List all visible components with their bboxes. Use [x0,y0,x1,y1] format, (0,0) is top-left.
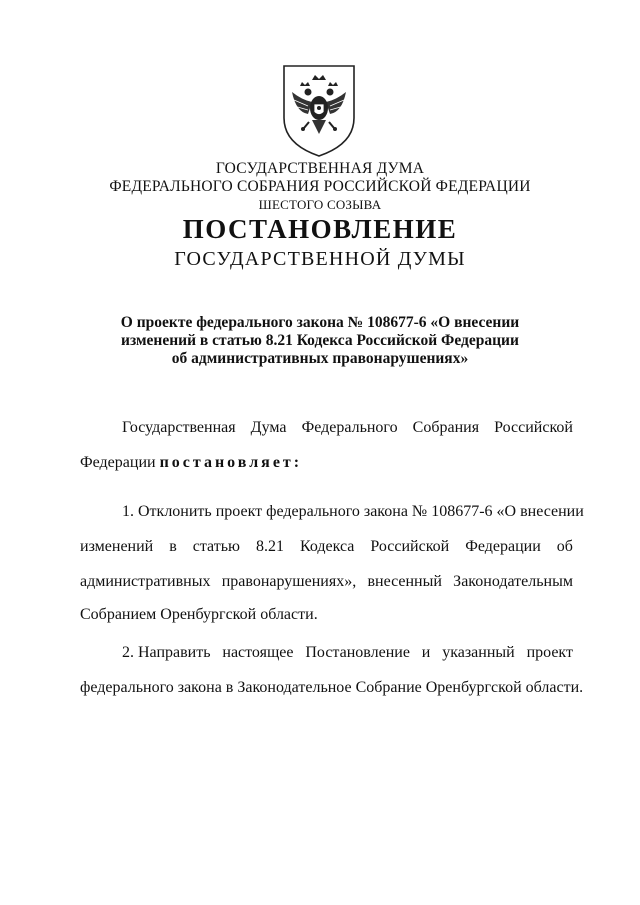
word: Законодательным [453,573,573,590]
preamble-text: Федерации [80,454,156,471]
word: 8.21 [255,538,284,555]
word: Государственная [122,419,236,436]
word: внесенный [367,573,442,590]
word: 2. Направить [122,644,211,661]
item1-line-3 [80,572,573,592]
document-subject [0,314,640,368]
word: Постановление [305,644,410,661]
word: изменений [80,538,154,555]
word: Российской [370,538,450,555]
word: Федерации [465,538,541,555]
word: настоящее [222,644,294,661]
word: Дума [250,419,287,436]
word: Собрания [412,419,480,436]
item2-line-1 [122,643,573,663]
item1-line-4: Собранием Оренбургской области. [80,606,318,623]
header-line-2: ФЕДЕРАЛЬНОГО СОБРАНИЯ РОССИЙСКОЙ ФЕДЕРАЦИИ [109,178,531,195]
preamble-decree-word: постановляет: [159,454,303,471]
word: правонарушениях», [221,573,357,590]
document-subtitle: ГОСУДАРСТВЕННОЙ ДУМЫ [174,248,466,270]
subject-line-1: О проекте федерального закона № 108677-6 «О внесении [120,314,520,331]
document-title: ПОСТАНОВЛЕНИЕ [182,214,458,244]
word: указанный [442,644,515,661]
word: в [169,538,177,555]
preamble-line-2 [80,453,573,473]
russian-coat-of-arms-icon [278,62,360,158]
word: Кодекса [299,538,355,555]
word: и [421,644,431,661]
word: административных [80,573,211,590]
word: Российской [494,419,573,436]
word: об [556,538,573,555]
word: проект [526,644,573,661]
header-line-1: ГОСУДАРСТВЕННАЯ ДУМА [215,160,425,177]
preamble-line-1 [122,418,573,438]
item1-line-2 [80,537,573,557]
header-line-3: ШЕСТОГО СОЗЫВА [258,197,382,212]
subject-line-3: об административных правонарушениях» [171,350,469,367]
word: Федерального [301,419,398,436]
item1-line-1: 1. Отклонить проект федерального закона № 108677-6 «О внесении [122,503,584,520]
subject-line-2: изменений в статью 8.21 Кодекса Российской Федерации [121,332,519,349]
item2-line-2: федерального закона в Законодательное Собрание Оренбургской области. [80,679,584,696]
word: статью [192,538,240,555]
